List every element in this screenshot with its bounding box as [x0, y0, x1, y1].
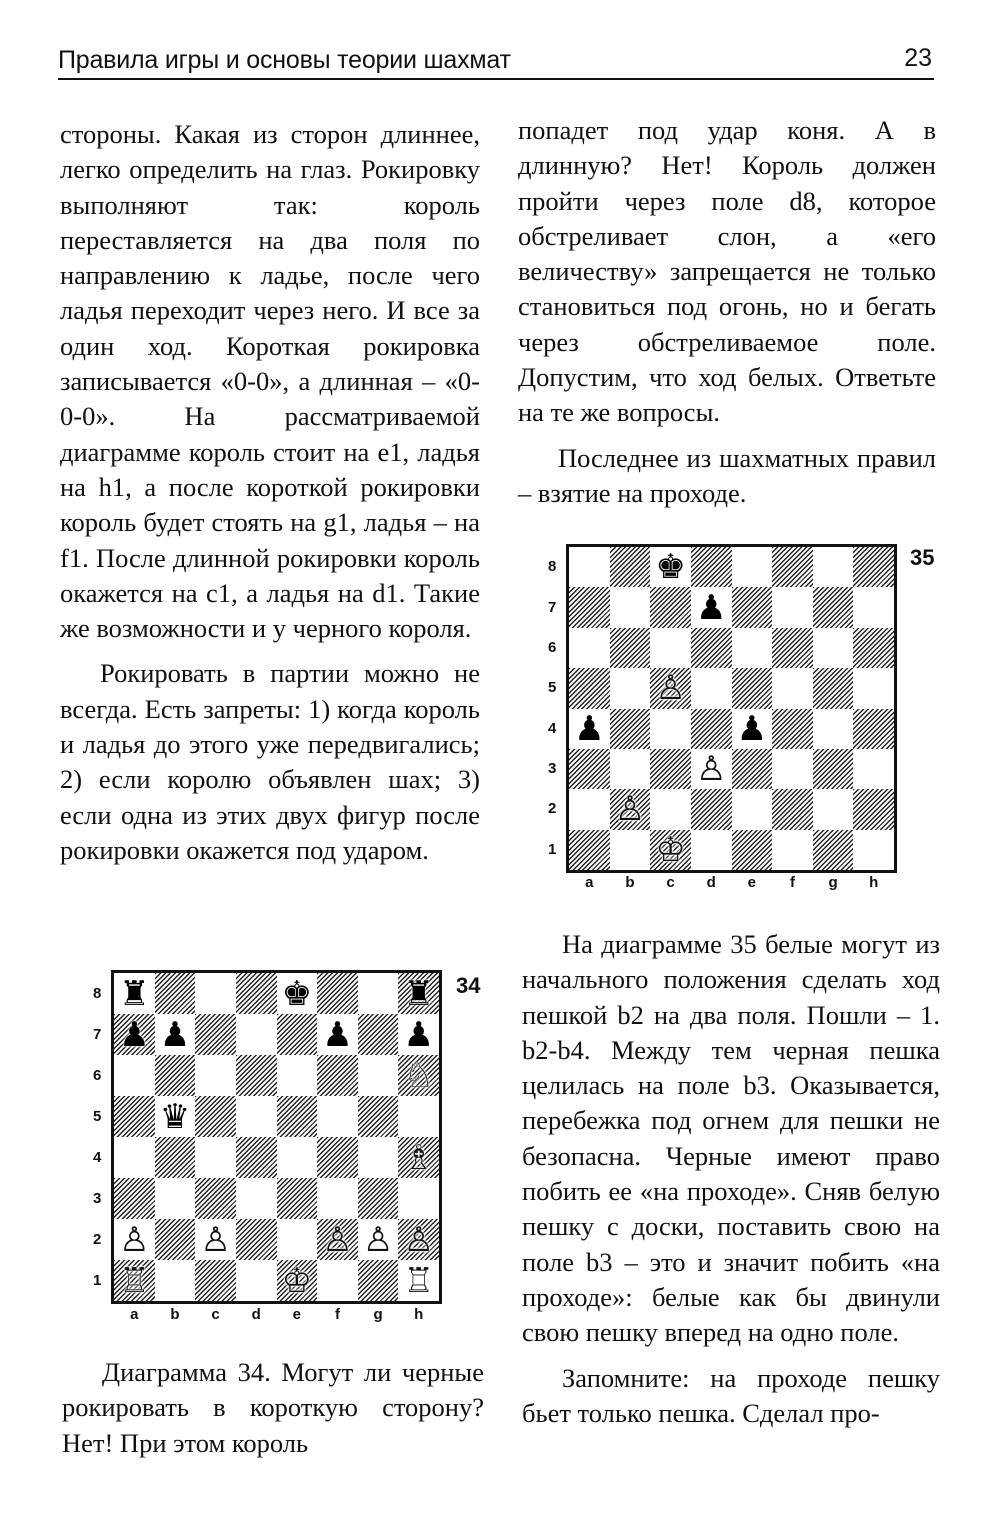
- board-square-d3: [236, 1178, 277, 1219]
- diagram-number: 35: [910, 545, 935, 570]
- file-label: g: [373, 1306, 383, 1323]
- board-square-b8: [610, 547, 651, 587]
- right-column-bottom-text: [522, 927, 940, 1431]
- header-rule: [58, 78, 934, 80]
- board-square-g7: [813, 587, 854, 627]
- board-square-a8: [114, 973, 155, 1014]
- board-square-e5: [277, 1096, 318, 1137]
- white-pawn-icon: ♙: [119, 1219, 150, 1260]
- file-label: b: [625, 874, 635, 891]
- board-square-c6: [195, 1055, 236, 1096]
- board-square-d7: [236, 1014, 277, 1055]
- board-square-a5: [114, 1096, 155, 1137]
- board-square-a7: [114, 1014, 155, 1055]
- board-square-d6: [236, 1055, 277, 1096]
- board-square-b7: [155, 1014, 196, 1055]
- board-square-d1: [691, 830, 732, 870]
- file-label: c: [211, 1306, 220, 1323]
- file-label: e: [292, 1306, 301, 1323]
- rank-label: 2: [93, 1230, 102, 1248]
- board-square-a3: [114, 1178, 155, 1219]
- board-square-c5: [195, 1096, 236, 1137]
- paragraph: Последнее из шахматных правил – взятие на проходе.: [518, 442, 936, 508]
- file-label: e: [747, 874, 756, 891]
- board-square-b1: [155, 1260, 196, 1301]
- white-pawn-icon: ♙: [655, 668, 686, 709]
- board-square-g3: [358, 1178, 399, 1219]
- board-square-a6: [114, 1055, 155, 1096]
- board-square-f6: [772, 628, 813, 668]
- rank-label: 7: [548, 598, 557, 616]
- board-square-c3: [195, 1178, 236, 1219]
- board-square-g2: [813, 789, 854, 829]
- board-square-b4: [610, 709, 651, 749]
- white-rook-icon: ♖: [403, 1260, 434, 1301]
- board-square-g4: [813, 709, 854, 749]
- board-square-f1: [317, 1260, 358, 1301]
- board-square-f8: [317, 973, 358, 1014]
- board-square-e1: [277, 1260, 318, 1301]
- white-pawn-icon: ♙: [322, 1219, 353, 1260]
- board-square-g1: [813, 830, 854, 870]
- board-square-g5: [813, 668, 854, 708]
- rank-label: 3: [548, 760, 557, 778]
- black-pawn-icon: ♟: [574, 708, 605, 749]
- board-square-f2: [772, 789, 813, 829]
- board-square-b3: [155, 1178, 196, 1219]
- board-square-e6: [732, 628, 773, 668]
- file-label: b: [170, 1306, 180, 1323]
- board-square-e5: [732, 668, 773, 708]
- board-square-f5: [317, 1096, 358, 1137]
- diagram-caption: Диаграмма 34. Могут ли черные рокировать в короткую сторону? Нет! При этом король: [62, 1357, 484, 1458]
- board-square-e6: [277, 1055, 318, 1096]
- black-rook-icon: ♜: [119, 973, 150, 1014]
- black-pawn-icon: ♟: [736, 708, 768, 749]
- board-square-d2: [691, 789, 732, 829]
- board-square-a2: [114, 1219, 155, 1260]
- black-king-icon: ♚: [281, 973, 313, 1014]
- board-square-d5: [691, 668, 732, 708]
- board-square-c8: [650, 547, 691, 587]
- board-square-b6: [155, 1055, 196, 1096]
- board-square-c7: [650, 587, 691, 627]
- board-square-b6: [610, 628, 651, 668]
- paragraph: стороны. Какая из сторон длиннее, легко определить на глаз. Рокировку выполняют так: король переставляется на два поля по направлению к ладье, после чего ладья переходит через него. И все за один ход. Короткая рокировка записывается «0-0», а длинная – «0-0-0». На рассматриваемой диаграмме король стоит на e1, ладья на h1, а после короткой рокировки король будет стоять на g1, ладья – на f1. После длинной рокировки король окажется на c1, а ладья на d1. Такие же возможности и у черного короля.: [60, 119, 480, 644]
- board-square-d2: [236, 1219, 277, 1260]
- board-square-c2: [195, 1219, 236, 1260]
- board-square-d8: [691, 547, 732, 587]
- board-square-h7: [398, 1014, 439, 1055]
- board-square-h3: [398, 1178, 439, 1219]
- board-square-f4: [317, 1137, 358, 1178]
- board-square-b5: [155, 1096, 196, 1137]
- white-knight-icon: ♘: [403, 1055, 434, 1096]
- board-square-c7: [195, 1014, 236, 1055]
- white-bishop-icon: ♗: [403, 1137, 434, 1178]
- board-square-c1: [195, 1260, 236, 1301]
- black-pawn-icon: ♟: [695, 587, 727, 628]
- board-square-b2: [610, 789, 651, 829]
- board-square-c5: [650, 668, 691, 708]
- board-square-b1: [610, 830, 651, 870]
- board-square-e3: [277, 1178, 318, 1219]
- board-square-g6: [358, 1055, 399, 1096]
- board-square-c4: [650, 709, 691, 749]
- board-square-f1: [772, 830, 813, 870]
- board-square-g5: [358, 1096, 399, 1137]
- rank-label: 8: [548, 558, 557, 576]
- board-square-b7: [610, 587, 651, 627]
- board-square-a6: [569, 628, 610, 668]
- file-label: g: [828, 874, 838, 891]
- black-pawn-icon: ♟: [119, 1014, 150, 1055]
- board-square-e4: [277, 1137, 318, 1178]
- board-square-h4: [398, 1137, 439, 1178]
- white-king-icon: ♔: [281, 1260, 313, 1301]
- rank-label: 5: [93, 1107, 102, 1125]
- rank-label: 1: [93, 1271, 102, 1289]
- board-square-d5: [236, 1096, 277, 1137]
- right-column-top-text: [518, 113, 936, 511]
- board-square-c8: [195, 973, 236, 1014]
- board-square-g8: [358, 973, 399, 1014]
- board-square-b8: [155, 973, 196, 1014]
- board-square-e8: [277, 973, 318, 1014]
- board-square-b3: [610, 749, 651, 789]
- paragraph: На диаграмме 35 белые могут из начального положения сделать ход пешкой b2 на два поля. Пошли – 1. b2-b4. Между тем черная пешка целилась на поле b3. Оказывается, перебежка под огнем для пешки не безопасна. Черные имеют право побить ее «на проходе». Сняв белую пешку с доски, поставить свою на поле b3 – это и значит побить «на проходе»: белые как бы двинули свою пешку вперед на одно поле.: [522, 929, 940, 1348]
- black-queen-icon: ♛: [159, 1096, 191, 1137]
- rank-label: 1: [548, 840, 557, 858]
- board-square-h2: [398, 1219, 439, 1260]
- black-king-icon: ♚: [655, 547, 686, 588]
- board-square-e1: [732, 830, 773, 870]
- white-pawn-icon: ♙: [695, 749, 727, 790]
- board-square-d1: [236, 1260, 277, 1301]
- board-square-f6: [317, 1055, 358, 1096]
- board-square-a1: [114, 1260, 155, 1301]
- board-square-h3: [853, 749, 894, 789]
- board-square-e2: [732, 789, 773, 829]
- file-label: d: [251, 1306, 261, 1323]
- board-square-c3: [650, 749, 691, 789]
- board-square-d3: [691, 749, 732, 789]
- board-square-f8: [772, 547, 813, 587]
- rank-label: 4: [548, 719, 557, 737]
- rank-label: 7: [93, 1025, 102, 1043]
- board-square-h6: [853, 628, 894, 668]
- rank-label: 8: [93, 984, 102, 1002]
- white-pawn-icon: ♙: [362, 1219, 394, 1260]
- running-title: Правила игры и основы теории шахмат: [58, 46, 511, 74]
- board-square-d6: [691, 628, 732, 668]
- board-square-d8: [236, 973, 277, 1014]
- board-square-g4: [358, 1137, 399, 1178]
- rank-label: 6: [93, 1066, 102, 1084]
- board-square-d7: [691, 587, 732, 627]
- white-pawn-icon: ♙: [200, 1219, 231, 1260]
- board-square-h1: [398, 1260, 439, 1301]
- board-square-h8: [853, 547, 894, 587]
- board-square-a4: [569, 709, 610, 749]
- white-pawn-icon: ♙: [403, 1219, 434, 1260]
- board-square-f3: [772, 749, 813, 789]
- board-square-h7: [853, 587, 894, 627]
- board-square-g2: [358, 1219, 399, 1260]
- board-square-a5: [569, 668, 610, 708]
- file-label: h: [869, 874, 879, 891]
- board-square-b2: [155, 1219, 196, 1260]
- board-square-f3: [317, 1178, 358, 1219]
- chess-board: [111, 970, 442, 1304]
- rank-label: 2: [548, 800, 557, 818]
- file-label: c: [666, 874, 675, 891]
- board-square-f7: [317, 1014, 358, 1055]
- board-square-h5: [398, 1096, 439, 1137]
- board-square-g8: [813, 547, 854, 587]
- board-square-f5: [772, 668, 813, 708]
- board-square-a7: [569, 587, 610, 627]
- black-pawn-icon: ♟: [403, 1014, 434, 1055]
- caption-34: [62, 1355, 484, 1461]
- board-square-a1: [569, 830, 610, 870]
- black-pawn-icon: ♟: [322, 1014, 353, 1055]
- board-square-a4: [114, 1137, 155, 1178]
- board-square-c6: [650, 628, 691, 668]
- file-label: d: [706, 874, 716, 891]
- board-square-h2: [853, 789, 894, 829]
- page-number: 23: [904, 44, 932, 72]
- file-label: a: [130, 1306, 139, 1323]
- running-header: [58, 42, 934, 80]
- board-square-d4: [691, 709, 732, 749]
- board-square-e3: [732, 749, 773, 789]
- board-square-f2: [317, 1219, 358, 1260]
- board-square-c4: [195, 1137, 236, 1178]
- board-square-h1: [853, 830, 894, 870]
- rank-label: 3: [93, 1189, 102, 1207]
- file-label: f: [789, 874, 795, 891]
- rank-label: 5: [548, 679, 557, 697]
- board-square-a3: [569, 749, 610, 789]
- board-square-b5: [610, 668, 651, 708]
- file-label: a: [585, 874, 594, 891]
- white-rook-icon: ♖: [119, 1260, 150, 1301]
- paragraph: Запомните: на проходе пешку бьет только пешка. Сделал про-: [522, 1362, 940, 1428]
- board-square-h8: [398, 973, 439, 1014]
- white-king-icon: ♔: [655, 829, 686, 870]
- board-square-e7: [277, 1014, 318, 1055]
- paragraph: Рокировать в партии можно не всегда. Есть запреты: 1) когда король и ладья до этого уже передвигались; 2) если королю объявлен шах; 3) если одна из этих двух фигур после рокировки окажется под ударом.: [60, 658, 480, 865]
- rank-label: 4: [93, 1148, 102, 1166]
- board-square-e7: [732, 587, 773, 627]
- file-label: h: [414, 1306, 424, 1323]
- left-column-text: [60, 117, 480, 868]
- paragraph: попадет под удар коня. А в длинную? Нет! Король должен пройти через поле d8, которое обстреливает слон, а «его величеству» запрещается не только становиться под огонь, но и бегать через обстреливаемое поле. Допустим, что ход белых. Ответьте на те же вопросы.: [518, 115, 936, 428]
- board-square-a8: [569, 547, 610, 587]
- black-pawn-icon: ♟: [159, 1014, 191, 1055]
- board-square-b4: [155, 1137, 196, 1178]
- board-square-f4: [772, 709, 813, 749]
- board-square-g6: [813, 628, 854, 668]
- file-label: f: [334, 1306, 340, 1323]
- board-square-d4: [236, 1137, 277, 1178]
- board-square-h4: [853, 709, 894, 749]
- board-square-c2: [650, 789, 691, 829]
- board-square-a2: [569, 789, 610, 829]
- white-pawn-icon: ♙: [614, 789, 646, 830]
- board-square-g3: [813, 749, 854, 789]
- rank-label: 6: [548, 638, 557, 656]
- board-square-g1: [358, 1260, 399, 1301]
- board-square-c1: [650, 830, 691, 870]
- board-square-e2: [277, 1219, 318, 1260]
- board-square-e4: [732, 709, 773, 749]
- diagram-number: 34: [456, 973, 481, 998]
- board-square-g7: [358, 1014, 399, 1055]
- board-square-h6: [398, 1055, 439, 1096]
- board-square-f7: [772, 587, 813, 627]
- chess-board: [566, 544, 897, 873]
- board-square-h5: [853, 668, 894, 708]
- black-rook-icon: ♜: [403, 973, 434, 1014]
- board-square-e8: [732, 547, 773, 587]
